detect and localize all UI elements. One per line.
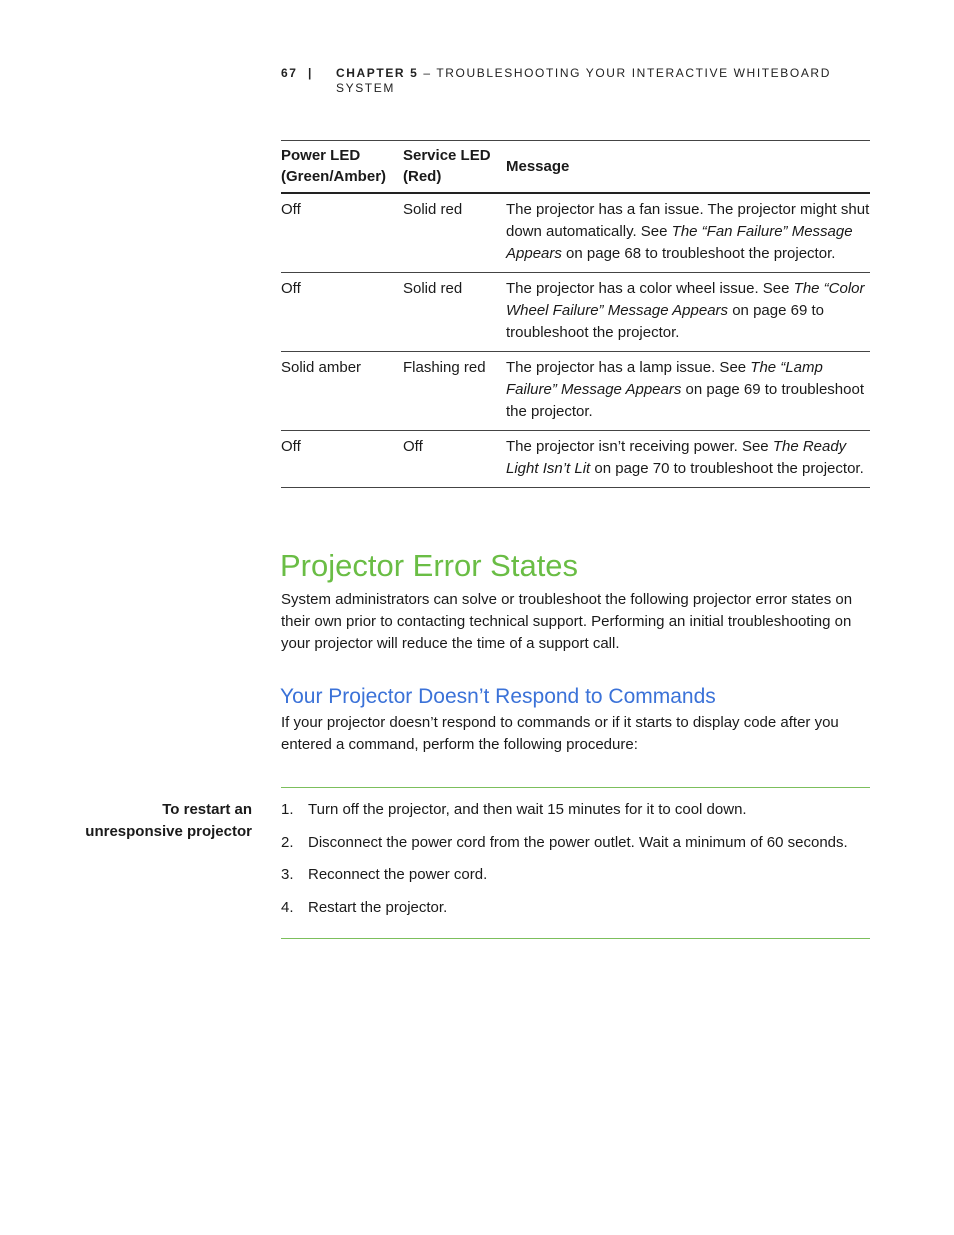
list-item: 3. Reconnect the power cord. xyxy=(281,866,488,883)
cell-power-led: Off xyxy=(281,201,301,218)
table-row xyxy=(281,431,870,488)
list-item: 1. Turn off the projector, and then wait 15 minutes for it to cool down. xyxy=(281,801,747,818)
led-status-table xyxy=(281,140,870,488)
header-separator: | xyxy=(308,66,313,80)
cell-power-led: Solid amber xyxy=(281,359,362,376)
cell-message: The projector has a fan issue. The projector might shut down automatically. See The “Fan Failure” Message Appears on page 68 to troubleshoot the projector. xyxy=(506,201,870,262)
cell-power-led: Off xyxy=(281,438,301,455)
cell-service-led: Solid red xyxy=(403,201,463,218)
procedure-steps xyxy=(281,799,876,929)
table-row xyxy=(281,352,870,431)
table-row xyxy=(281,193,870,273)
section-title: Projector Error States xyxy=(280,548,579,583)
cell-power-led: Off xyxy=(281,280,301,297)
chapter-name: – TROUBLESHOOTING YOUR INTERACTIVE WHITEBOARD SYSTEM xyxy=(336,66,831,95)
list-item: 2. Disconnect the power cord from the power outlet. Wait a minimum of 60 seconds. xyxy=(281,833,848,851)
header-power-led: Power LED (Green/Amber) xyxy=(281,147,387,185)
cell-message: The projector isn’t receiving power. See The Ready Light Isn’t Lit on page 70 to troubleshoot the projector. xyxy=(506,438,864,477)
cell-service-led: Flashing red xyxy=(403,359,486,376)
cell-service-led: Off xyxy=(403,438,423,455)
header-service-led: Service LED (Red) xyxy=(403,147,491,185)
header-message: Message xyxy=(506,157,570,175)
table-header-row xyxy=(281,141,870,194)
procedure-label: To restart an unresponsive projector xyxy=(85,801,252,840)
chapter-label: CHAPTER 5 xyxy=(336,66,419,80)
cell-service-led: Solid red xyxy=(403,280,463,297)
cell-message: The projector has a color wheel issue. See The “Color Wheel Failure” Message Appears on page 69 to troubleshoot the projector. xyxy=(506,280,865,341)
list-item: 4. Restart the projector. xyxy=(281,898,448,916)
subsection-intro: If your projector doesn’t respond to commands or if it starts to display code after you entered a command, perform the following procedure: xyxy=(281,714,839,753)
subsection-title: Your Projector Doesn’t Respond to Commands xyxy=(280,685,716,708)
table-row xyxy=(281,273,870,352)
procedure-top-rule xyxy=(281,787,870,788)
cell-message: The projector has a lamp issue. See The “Lamp Failure” Message Appears on page 69 to troubleshoot the projector. xyxy=(506,359,865,420)
chapter-title xyxy=(336,66,856,96)
procedure-bottom-rule xyxy=(281,938,870,939)
page-number: 67 xyxy=(281,66,298,80)
section-intro: System administrators can solve or troubleshoot the following projector error states on their own prior to contacting technical support. Performing an initial troubleshooting on your projector will reduce the time of a support call. xyxy=(281,591,853,652)
